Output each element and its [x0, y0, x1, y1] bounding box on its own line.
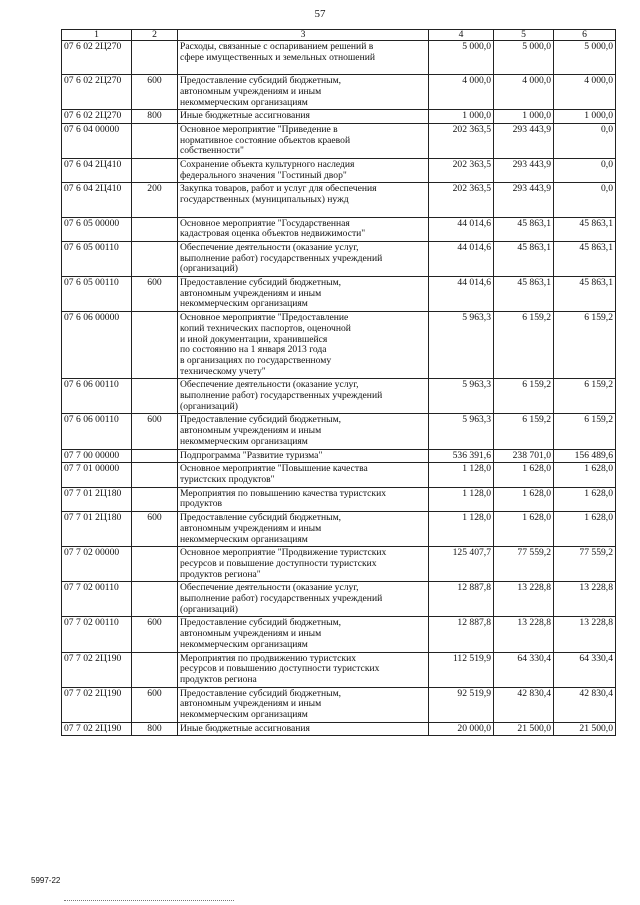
row-name-cell: Основное мероприятие "Повышение качества туристских продуктов" [178, 463, 429, 487]
row-expense-type-cell [132, 547, 178, 582]
row-name-cell: Предоставление субсидий бюджетным, автономным учреждениям и иным некоммерческим организациям [178, 617, 429, 652]
row-value-2-cell: 13 228,8 [494, 617, 554, 652]
row-name-cell: Предоставление субсидий бюджетным, автономным учреждениям и иным некоммерческим организациям [178, 512, 429, 547]
table-row [62, 312, 616, 379]
row-value-2-cell: 5 000,0 [494, 41, 554, 75]
row-value-3-cell: 0,0 [554, 123, 616, 158]
row-value-3-cell: 13 228,8 [554, 617, 616, 652]
row-value-1-cell: 12 887,8 [429, 582, 494, 617]
row-value-1-cell: 44 014,6 [429, 277, 494, 312]
row-code-cell: 07 6 05 00110 [62, 241, 132, 276]
row-code-cell: 07 7 02 2Ц190 [62, 722, 132, 736]
row-code-cell: 07 7 02 2Ц190 [62, 652, 132, 687]
table-row [62, 123, 616, 158]
row-name-cell: Иные бюджетные ассигнования [178, 110, 429, 124]
row-code-cell: 07 6 04 2Ц410 [62, 183, 132, 217]
row-value-1-cell: 12 887,8 [429, 617, 494, 652]
row-value-2-cell: 1 628,0 [494, 463, 554, 487]
row-value-1-cell: 1 128,0 [429, 487, 494, 511]
row-value-3-cell: 45 863,1 [554, 217, 616, 241]
row-value-3-cell: 0,0 [554, 183, 616, 217]
row-value-3-cell: 6 159,2 [554, 414, 616, 449]
row-name-cell: Основное мероприятие "Приведение в нормативное состояние объектов краевой собственности" [178, 123, 429, 158]
row-name-cell: Обеспечение деятельности (оказание услуг, выполнение работ) государственных учреждений (организаций) [178, 379, 429, 414]
table-row [62, 512, 616, 547]
row-code-cell: 07 6 06 00000 [62, 312, 132, 379]
row-value-2-cell: 1 000,0 [494, 110, 554, 124]
column-header-1: 1 [62, 30, 132, 41]
row-name-cell: Основное мероприятие "Продвижение туристских ресурсов и повышение доступности туристских продуктов региона" [178, 547, 429, 582]
row-value-2-cell: 293 443,9 [494, 123, 554, 158]
row-expense-type-cell [132, 241, 178, 276]
row-expense-type-cell [132, 449, 178, 463]
row-value-2-cell: 13 228,8 [494, 582, 554, 617]
row-value-3-cell: 0,0 [554, 159, 616, 183]
row-name-cell: Расходы, связанные с оспариванием решений в сфере имущественных и земельных отношений [178, 41, 429, 75]
row-value-1-cell: 5 963,3 [429, 379, 494, 414]
row-name-cell: Предоставление субсидий бюджетным, автономным учреждениям и иным некоммерческим организациям [178, 414, 429, 449]
table-row [62, 617, 616, 652]
header-row [62, 30, 616, 41]
table-row [62, 277, 616, 312]
table-row [62, 379, 616, 414]
column-header-4: 4 [429, 30, 494, 41]
row-value-3-cell: 6 159,2 [554, 379, 616, 414]
row-value-2-cell: 4 000,0 [494, 75, 554, 110]
row-value-1-cell: 20 000,0 [429, 722, 494, 736]
table-row [62, 110, 616, 124]
row-code-cell: 07 6 04 2Ц410 [62, 159, 132, 183]
row-code-cell: 07 7 01 2Ц180 [62, 512, 132, 547]
row-code-cell: 07 7 02 2Ц190 [62, 687, 132, 722]
row-value-3-cell: 1 628,0 [554, 487, 616, 511]
column-header-3: 3 [178, 30, 429, 41]
row-value-1-cell: 44 014,6 [429, 241, 494, 276]
row-name-cell: Основное мероприятие "Государственная кадастровая оценка объектов недвижимости" [178, 217, 429, 241]
row-code-cell: 07 6 02 2Ц270 [62, 41, 132, 75]
row-expense-type-cell: 800 [132, 722, 178, 736]
row-name-cell: Иные бюджетные ассигнования [178, 722, 429, 736]
row-name-cell: Основное мероприятие "Предоставление копий технических паспортов, оценочной и иной документации, хранившейся по состоянию на 1 января 2013 года в организациях по государственному техническому учету" [178, 312, 429, 379]
row-value-2-cell: 6 159,2 [494, 414, 554, 449]
row-code-cell: 07 7 00 00000 [62, 449, 132, 463]
row-value-2-cell: 64 330,4 [494, 652, 554, 687]
row-expense-type-cell: 600 [132, 512, 178, 547]
table-row [62, 183, 616, 217]
table-row [62, 652, 616, 687]
row-value-2-cell: 293 443,9 [494, 159, 554, 183]
footer-document-code: 5997-22 [31, 876, 61, 885]
row-value-1-cell: 112 519,9 [429, 652, 494, 687]
footer-rule [64, 900, 234, 901]
row-value-3-cell: 5 000,0 [554, 41, 616, 75]
row-expense-type-cell [132, 652, 178, 687]
row-value-1-cell: 92 519,9 [429, 687, 494, 722]
row-code-cell: 07 6 02 2Ц270 [62, 75, 132, 110]
row-expense-type-cell [132, 312, 178, 379]
row-expense-type-cell: 800 [132, 110, 178, 124]
table-body [62, 41, 616, 736]
row-value-1-cell: 4 000,0 [429, 75, 494, 110]
row-value-2-cell: 293 443,9 [494, 183, 554, 217]
row-value-1-cell: 202 363,5 [429, 159, 494, 183]
table-row [62, 582, 616, 617]
row-expense-type-cell [132, 487, 178, 511]
row-value-2-cell: 1 628,0 [494, 512, 554, 547]
row-value-3-cell: 1 000,0 [554, 110, 616, 124]
table-row [62, 463, 616, 487]
table-row [62, 722, 616, 736]
row-name-cell: Закупка товаров, работ и услуг для обеспечения государственных (муниципальных) нужд [178, 183, 429, 217]
table-row [62, 217, 616, 241]
row-value-3-cell: 45 863,1 [554, 241, 616, 276]
row-expense-type-cell: 200 [132, 183, 178, 217]
row-value-1-cell: 202 363,5 [429, 123, 494, 158]
row-value-1-cell: 1 128,0 [429, 512, 494, 547]
row-code-cell: 07 6 02 2Ц270 [62, 110, 132, 124]
row-code-cell: 07 6 05 00110 [62, 277, 132, 312]
row-expense-type-cell: 600 [132, 277, 178, 312]
row-value-3-cell: 6 159,2 [554, 312, 616, 379]
row-expense-type-cell: 600 [132, 617, 178, 652]
row-value-1-cell: 125 407,7 [429, 547, 494, 582]
row-expense-type-cell: 600 [132, 687, 178, 722]
row-value-3-cell: 1 628,0 [554, 463, 616, 487]
row-value-1-cell: 5 000,0 [429, 41, 494, 75]
row-name-cell: Обеспечение деятельности (оказание услуг, выполнение работ) государственных учреждений (организаций) [178, 241, 429, 276]
column-header-2: 2 [132, 30, 178, 41]
budget-table [61, 29, 616, 736]
row-code-cell: 07 6 05 00000 [62, 217, 132, 241]
row-value-2-cell: 238 701,0 [494, 449, 554, 463]
row-code-cell: 07 7 02 00110 [62, 582, 132, 617]
row-name-cell: Предоставление субсидий бюджетным, автономным учреждениям и иным некоммерческим организациям [178, 687, 429, 722]
row-name-cell: Мероприятия по повышению качества туристских продуктов [178, 487, 429, 511]
row-expense-type-cell [132, 582, 178, 617]
row-value-2-cell: 45 863,1 [494, 241, 554, 276]
row-value-3-cell: 77 559,2 [554, 547, 616, 582]
page-number: 57 [314, 8, 326, 20]
row-value-2-cell: 6 159,2 [494, 379, 554, 414]
row-name-cell: Сохранение объекта культурного наследия федерального значения "Гостиный двор" [178, 159, 429, 183]
row-value-1-cell: 536 391,6 [429, 449, 494, 463]
row-expense-type-cell [132, 217, 178, 241]
table-row [62, 241, 616, 276]
row-name-cell: Предоставление субсидий бюджетным, автономным учреждениям и иным некоммерческим организациям [178, 75, 429, 110]
row-expense-type-cell [132, 463, 178, 487]
table-row [62, 449, 616, 463]
table-row [62, 547, 616, 582]
table-row [62, 75, 616, 110]
row-value-2-cell: 42 830,4 [494, 687, 554, 722]
row-value-3-cell: 1 628,0 [554, 512, 616, 547]
row-name-cell: Подпрограмма "Развитие туризма" [178, 449, 429, 463]
table-row [62, 41, 616, 75]
row-expense-type-cell [132, 41, 178, 75]
row-expense-type-cell [132, 379, 178, 414]
row-value-3-cell: 4 000,0 [554, 75, 616, 110]
table-row [62, 687, 616, 722]
row-code-cell: 07 7 02 00110 [62, 617, 132, 652]
row-value-1-cell: 1 000,0 [429, 110, 494, 124]
row-value-3-cell: 21 500,0 [554, 722, 616, 736]
row-value-3-cell: 42 830,4 [554, 687, 616, 722]
row-expense-type-cell [132, 123, 178, 158]
row-code-cell: 07 7 01 00000 [62, 463, 132, 487]
row-value-1-cell: 202 363,5 [429, 183, 494, 217]
row-value-2-cell: 45 863,1 [494, 217, 554, 241]
row-value-2-cell: 77 559,2 [494, 547, 554, 582]
row-code-cell: 07 7 02 00000 [62, 547, 132, 582]
row-code-cell: 07 6 04 00000 [62, 123, 132, 158]
row-expense-type-cell: 600 [132, 75, 178, 110]
row-value-2-cell: 1 628,0 [494, 487, 554, 511]
row-expense-type-cell: 600 [132, 414, 178, 449]
table-row [62, 159, 616, 183]
row-value-3-cell: 45 863,1 [554, 277, 616, 312]
row-code-cell: 07 6 06 00110 [62, 414, 132, 449]
row-name-cell: Обеспечение деятельности (оказание услуг, выполнение работ) государственных учреждений (организаций) [178, 582, 429, 617]
table-row [62, 487, 616, 511]
row-name-cell: Мероприятия по продвижению туристских ресурсов и повышению доступности туристских продуктов региона [178, 652, 429, 687]
row-name-cell: Предоставление субсидий бюджетным, автономным учреждениям и иным некоммерческим организациям [178, 277, 429, 312]
row-code-cell: 07 6 06 00110 [62, 379, 132, 414]
column-header-5: 5 [494, 30, 554, 41]
column-header-6: 6 [554, 30, 616, 41]
row-value-1-cell: 5 963,3 [429, 414, 494, 449]
row-value-1-cell: 5 963,3 [429, 312, 494, 379]
table-row [62, 414, 616, 449]
row-value-3-cell: 64 330,4 [554, 652, 616, 687]
row-value-3-cell: 13 228,8 [554, 582, 616, 617]
row-value-2-cell: 6 159,2 [494, 312, 554, 379]
row-value-1-cell: 1 128,0 [429, 463, 494, 487]
row-value-2-cell: 21 500,0 [494, 722, 554, 736]
row-value-1-cell: 44 014,6 [429, 217, 494, 241]
row-value-3-cell: 156 489,6 [554, 449, 616, 463]
row-value-2-cell: 45 863,1 [494, 277, 554, 312]
row-expense-type-cell [132, 159, 178, 183]
row-code-cell: 07 7 01 2Ц180 [62, 487, 132, 511]
